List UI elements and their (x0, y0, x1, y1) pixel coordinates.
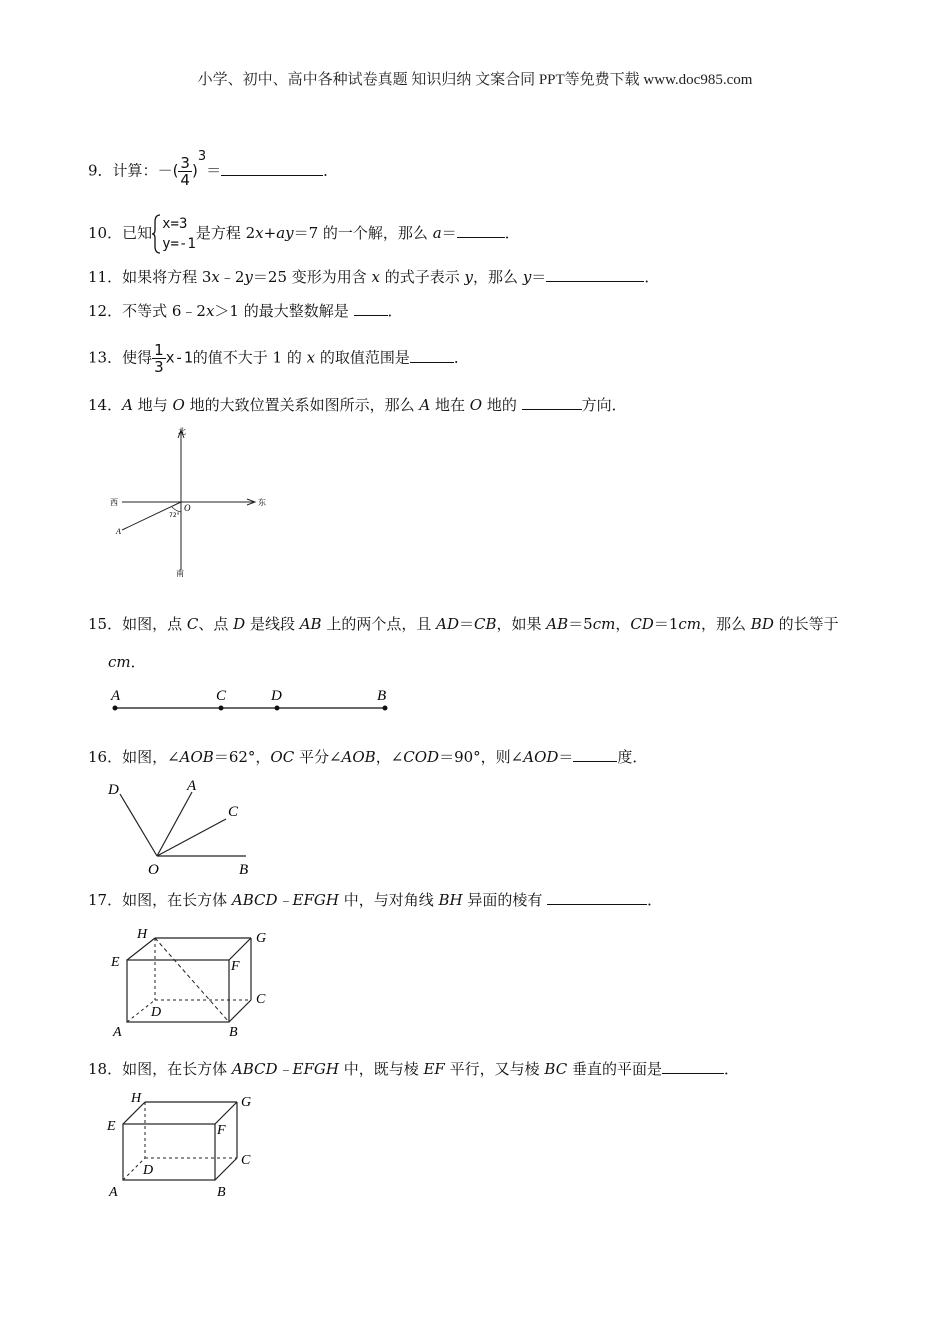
question-17: 17．如图，在长方体 ABCD﹣EFGH 中，与对角线 BH 异面的棱有 ． (88, 891, 663, 909)
label-west: 西 (110, 498, 118, 507)
answer-blank (221, 161, 323, 176)
label-B: B (239, 862, 249, 878)
label-F: F (217, 1123, 226, 1138)
label-D: D (271, 688, 282, 704)
question-15: 15．如图，点 C、点 D 是线段 AB 上的两个点，且 AD＝CB，如果 AB＝5cm，CD＝1cm，那么 BD 的长等于 (88, 615, 839, 633)
label-F: F (231, 959, 240, 974)
segment-figure (105, 684, 400, 716)
edge-FG (215, 1102, 237, 1124)
answer-blank (354, 301, 388, 316)
cuboid-figure-18 (103, 1090, 268, 1202)
question-12: 12．不等式 6﹣2x＞1 的最大整数解是 ． (88, 302, 403, 320)
label-B: B (229, 1025, 238, 1040)
label-A: A (111, 688, 121, 704)
label-G: G (241, 1095, 252, 1110)
label-C: C (216, 688, 227, 704)
q9-fraction: $\frac{3}{4}$ (180, 154, 190, 189)
question-10: 10．已知 x=3 y=-1 是方程 2x+ay＝7 的一个解，那么 a＝ ． (88, 216, 520, 252)
question-13: 13．使得 $\frac{1}{3}$ x-1的值不大于 1 的 x 的取值范围是 ． (88, 341, 469, 376)
question-11: 11．如果将方程 3x﹣2y＝25 变形为用含 x 的式子表示 y，那么 y＝ ． (88, 268, 660, 286)
front-face (123, 1124, 215, 1180)
point-A (113, 706, 118, 711)
label-north: 北 (178, 427, 186, 436)
label-E: E (107, 1119, 116, 1134)
label-H: H (137, 927, 148, 942)
question-16: 16．如图，∠AOB＝62°，OC 平分∠AOB，∠COD＝90°，则∠AOD＝ 度． (88, 748, 648, 766)
label-E: E (111, 955, 120, 970)
answer-blank (547, 890, 647, 905)
answer-blank (546, 267, 644, 282)
label-A: A (113, 1025, 122, 1040)
front-face (127, 960, 229, 1022)
answer-blank (457, 223, 505, 238)
compass-figure (100, 420, 280, 585)
label-G: G (256, 931, 267, 946)
angle-figure (100, 776, 260, 878)
label-south: 南 (176, 569, 184, 578)
label-A: A (109, 1185, 118, 1200)
q9-neg: －( (157, 161, 179, 180)
edge-AD (123, 1158, 145, 1180)
answer-blank (662, 1059, 724, 1074)
label-B: B (377, 688, 387, 704)
point-B (383, 706, 388, 711)
q13-fraction: $\frac{1}{3}$ (154, 341, 164, 376)
label-angle: 72° (169, 512, 180, 519)
point-D (275, 706, 280, 711)
q10-equation-system: x=3 y=-1 (152, 214, 196, 254)
edge-BC (215, 1158, 237, 1180)
question-14: 14．A 地与 O 地的大致位置关系如图所示，那么 A 地在 O 地的 方向． (88, 396, 627, 414)
label-B: B (217, 1185, 226, 1200)
answer-blank (573, 747, 617, 762)
label-A: A (116, 527, 121, 536)
label-H: H (131, 1091, 142, 1106)
ray-OD (120, 794, 157, 856)
answer-blank (410, 348, 454, 363)
diagonal-BH (155, 938, 229, 1022)
point-C (219, 706, 224, 711)
label-C: C (241, 1153, 251, 1168)
question-15-line2: cm． (108, 653, 146, 671)
edge-FG (229, 938, 251, 960)
page-header: 小学、初中、高中各种试卷真题 知识归纳 文案合同 PPT等免费下载 www.doc985.com (197, 72, 753, 88)
question-9: 9．计算：－( $\frac{3}{4}$ )$^3$＝ ． (88, 148, 339, 189)
label-O: O (148, 862, 159, 878)
answer-blank (522, 395, 582, 410)
label-A: A (187, 778, 197, 794)
edge-BC (229, 1000, 251, 1022)
label-O: O (184, 503, 191, 513)
label-D: D (108, 782, 119, 798)
label-C: C (228, 804, 239, 820)
label-C: C (256, 992, 266, 1007)
label-D: D (143, 1163, 154, 1178)
label-east: 东 (258, 498, 266, 507)
label-D: D (151, 1005, 162, 1020)
cuboid-figure-17 (105, 922, 280, 1042)
question-18: 18．如图，在长方体 ABCD﹣EFGH 中，既与棱 EF 平行，又与棱 BC 垂直的平面是 ． (88, 1060, 739, 1078)
